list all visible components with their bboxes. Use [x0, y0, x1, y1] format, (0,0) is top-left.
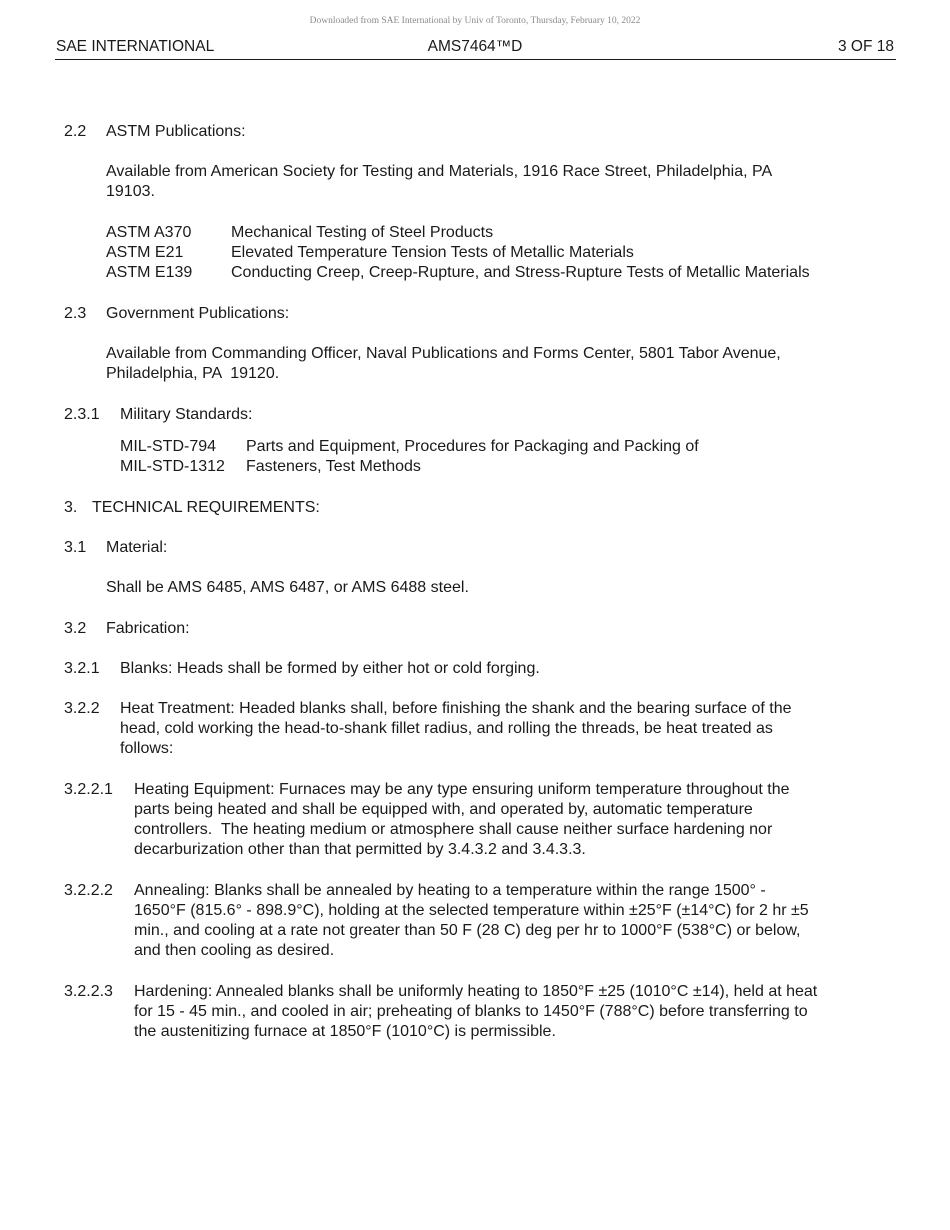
reference-title: Mechanical Testing of Steel Products — [231, 224, 494, 241]
paragraph-line: Annealing: Blanks shall be annealed by heating to a temperature within the range 1500° - — [134, 882, 766, 899]
header-page-number: 3 OF 18 — [838, 38, 894, 55]
availability-line: Philadelphia, PA 19120. — [106, 365, 280, 382]
section-number: 2.3 — [64, 305, 87, 322]
section-title: Government Publications: — [106, 305, 290, 322]
header-rule — [55, 59, 896, 60]
section-number: 2.3.1 — [64, 406, 100, 423]
paragraph-line: Heat Treatment: Headed blanks shall, before finishing the shank and the bearing surface of the — [120, 700, 792, 717]
paragraph-line: the austenitizing furnace at 1850°F (1010°C) is permissible. — [134, 1023, 556, 1040]
section-number: 2.2 — [64, 123, 87, 140]
section-number: 3.2.1 — [64, 660, 100, 677]
section-title: Military Standards: — [120, 406, 253, 423]
download-watermark: Downloaded from SAE International by Univ of Toronto, Thursday, February 10, 2022 — [309, 16, 641, 26]
paragraph-line: head, cold working the head-to-shank fillet radius, and rolling the threads, be heat treated as — [120, 720, 773, 737]
section-title: Fabrication: — [106, 620, 190, 637]
reference-code: ASTM A370 — [106, 224, 192, 241]
section-number: 3.1 — [64, 539, 87, 556]
reference-title: Parts and Equipment, Procedures for Packaging and Packing of — [246, 438, 699, 455]
section-title: ASTM Publications: — [106, 123, 246, 140]
reference-title: Elevated Temperature Tension Tests of Metallic Materials — [231, 244, 634, 261]
section-number: 3.2 — [64, 620, 87, 637]
header-publisher: SAE INTERNATIONAL — [56, 38, 215, 55]
reference-code: ASTM E139 — [106, 264, 193, 281]
paragraph-line: decarburization other than that permitted by 3.4.3.2 and 3.4.3.3. — [134, 841, 586, 858]
paragraph-line: Heating Equipment: Furnaces may be any type ensuring uniform temperature throughout the — [134, 781, 790, 798]
header-document-number: AMS7464™D — [427, 38, 523, 55]
availability-line: Available from American Society for Testing and Materials, 1916 Race Street, Philadelphia, PA — [106, 163, 773, 180]
reference-code: MIL-STD-794 — [120, 438, 217, 455]
section-number: 3.2.2.1 — [64, 781, 113, 798]
reference-title: Fasteners, Test Methods — [246, 458, 421, 475]
paragraph-line: min., and cooling at a rate not greater than 50 F (28 C) deg per hr to 1000°F (538°C) or below, — [134, 922, 801, 939]
section-number: 3.2.2 — [64, 700, 100, 717]
paragraph-line: for 15 - 45 min., and cooled in air; preheating of blanks to 1450°F (788°C) before transferring to — [134, 1003, 808, 1020]
section-number: 3. — [64, 499, 78, 516]
paragraph-line: follows: — [120, 740, 174, 757]
section-title: Material: — [106, 539, 168, 556]
availability-line: 19103. — [106, 183, 155, 200]
paragraph-line: 1650°F (815.6° - 898.9°C), holding at the selected temperature within ±25°F (±14°C) for 2 hr ±5 — [134, 902, 809, 919]
section-number: 3.2.2.3 — [64, 983, 113, 1000]
paragraph-line: controllers. The heating medium or atmosphere shall cause neither surface hardening nor — [134, 821, 773, 838]
availability-line: Available from Commanding Officer, Naval Publications and Forms Center, 5801 Tabor Avenue, — [106, 345, 781, 362]
section-text: Blanks: Heads shall be formed by either hot or cold forging. — [120, 660, 540, 677]
reference-code: MIL-STD-1312 — [120, 458, 225, 475]
section-number: 3.2.2.2 — [64, 882, 113, 899]
paragraph-line: parts being heated and shall be equipped with, and operated by, automatic temperature — [134, 801, 753, 818]
section-title: TECHNICAL REQUIREMENTS: — [92, 499, 320, 516]
reference-code: ASTM E21 — [106, 244, 184, 261]
section-text: Shall be AMS 6485, AMS 6487, or AMS 6488 steel. — [106, 579, 469, 596]
reference-title: Conducting Creep, Creep-Rupture, and Stress-Rupture Tests of Metallic Materials — [231, 264, 810, 281]
paragraph-line: and then cooling as desired. — [134, 942, 335, 959]
paragraph-line: Hardening: Annealed blanks shall be uniformly heating to 1850°F ±25 (1010°C ±14), held at heat — [134, 983, 818, 1000]
